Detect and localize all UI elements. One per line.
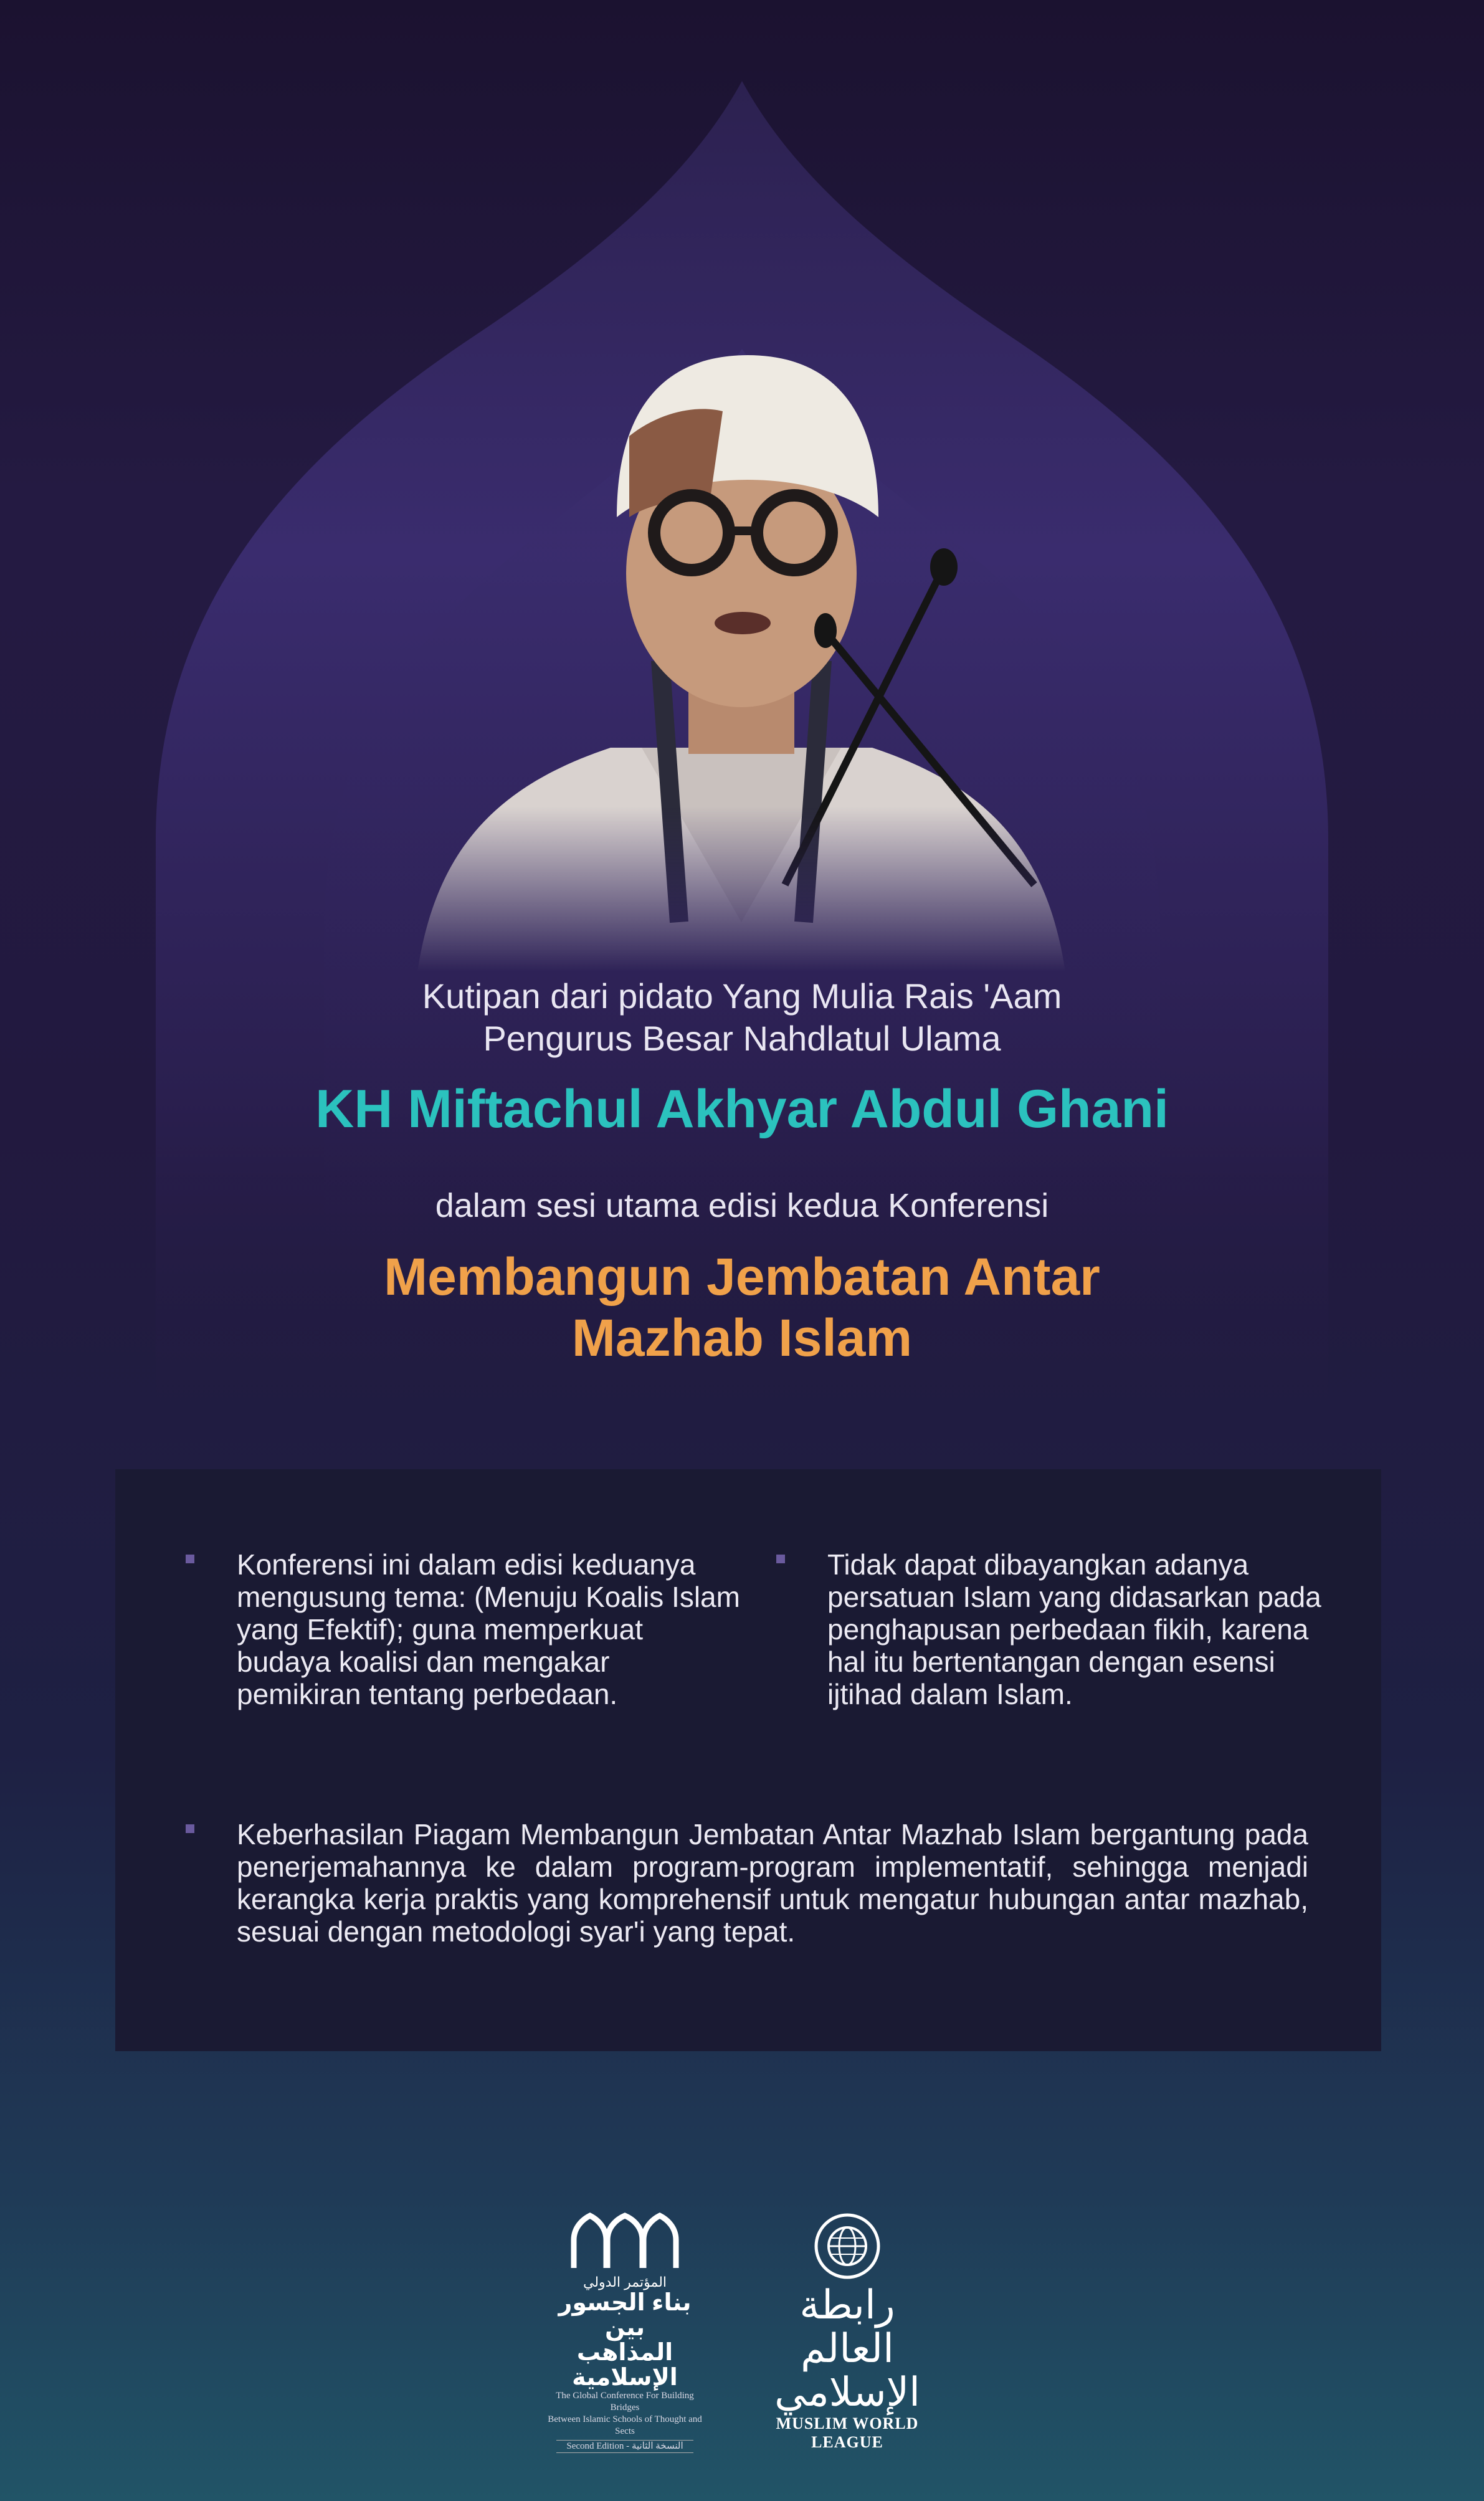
intro-line-2: Pengurus Besar Nahdlatul Ulama [483, 1019, 1001, 1058]
conference-arabic-line-3: المذاهب الإسلامية [572, 2340, 678, 2391]
globe-emblem-icon [813, 2212, 882, 2280]
conference-arabic-line-1: المؤتمر الدولي [583, 2274, 667, 2290]
speaker-photo [349, 312, 1134, 972]
bullet-marker-icon [186, 1824, 194, 1833]
conference-edition: Second Edition - النسخة الثانية [556, 2440, 693, 2453]
conference-title-line-1: Membangun Jembatan Antar [384, 1247, 1100, 1306]
intro-line-1: Kutipan dari pidato Yang Mulia Rais 'Aam [422, 976, 1062, 1016]
footer-logos [0, 2199, 1484, 2451]
speaker-name: KH Miftachul Akhyar Abdul Ghani [315, 1079, 1169, 1139]
mwl-logo [754, 2212, 941, 2451]
conference-english-line-1: The Global Conference For Building Bridges [556, 2391, 694, 2413]
conference-english-line-2: Between Islamic Schools of Thought and Sects [548, 2414, 702, 2436]
conference-title [0, 1246, 1484, 1368]
session-line: dalam sesi utama edisi kedua Konferensi [435, 1187, 1049, 1224]
quote-text: Keberhasilan Piagam Membangun Jembatan Antar Mazhab Islam bergantung pada penerjemahannya ke dalam program-program implementatif, sehingga menjadi kerangka kerja praktis yang komprehensif untuk mengatur hubungan antar mazhab, sesuai dengan metodologi syar'i yang tepat. [237, 1818, 1308, 1948]
conference-logo [544, 2212, 706, 2451]
conference-arabic-line-2: بناء الجسور بين [558, 2290, 692, 2341]
quote-text: Tidak dapat dibayangkan adanya persatuan Islam yang didasarkan pada penghapusan perbedaan fikih, karena hal itu bertentangan dengan esensi ijtihad dalam Islam. [827, 1548, 1321, 1710]
mwl-english-name: MUSLIM WORLD LEAGUE [776, 2414, 919, 2451]
bullet-marker-icon [186, 1555, 194, 1563]
quote-text: Konferensi ini dalam edisi keduanya mengusung tema: (Menuju Koalis Islam yang Efektif); guna memperkuat budaya koalisi dan mengakar pemikiran tentang perbedaan. [237, 1548, 740, 1710]
mwl-arabic-name: رابطة العالم الإسلامي [774, 2282, 920, 2416]
quote-item [237, 1818, 1308, 1948]
quote-item [237, 1548, 741, 1710]
quote-item [827, 1548, 1326, 1710]
arches-icon [569, 2212, 681, 2271]
conference-title-line-2: Mazhab Islam [571, 1308, 913, 1367]
bullet-marker-icon [776, 1555, 785, 1563]
